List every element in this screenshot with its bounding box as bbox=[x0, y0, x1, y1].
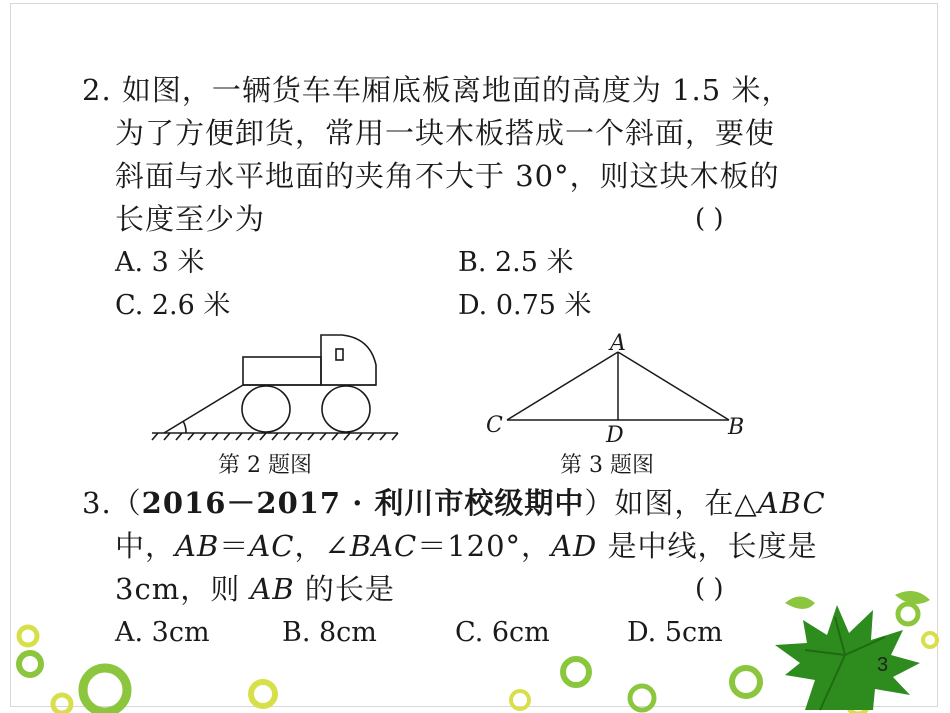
vertex-label-b: B bbox=[728, 415, 745, 440]
q3-source: 2016－2017 · 利川市校级期中 bbox=[141, 486, 585, 520]
q3-option-a: A. 3cm bbox=[115, 617, 210, 648]
q3-math: BAC bbox=[349, 529, 418, 563]
q3-math: AB bbox=[175, 529, 220, 563]
q3-math: AC bbox=[249, 529, 295, 563]
q2-option-b: B. 2.5 米 bbox=[458, 247, 574, 278]
q2-option-c: C. 2.6 米 bbox=[115, 290, 231, 321]
q3-text: ＝120°， bbox=[417, 529, 552, 563]
q3-number: 3.（ bbox=[82, 486, 142, 520]
vertex-label-d: D bbox=[606, 423, 624, 448]
q2-answer-blank: ( ) bbox=[695, 204, 724, 234]
q3-text: 是中线，长度是 bbox=[597, 529, 818, 563]
q2-option-a: A. 3 米 bbox=[115, 247, 205, 278]
q2-line-4: 长度至少为 bbox=[115, 202, 266, 236]
q3-math: AD bbox=[551, 529, 598, 563]
q2-line-2: 为了方便卸货，常用一块木板搭成一个斜面，要使 bbox=[115, 116, 776, 150]
q3-triangle-name: ABC bbox=[757, 486, 826, 520]
figure-2-caption: 第 2 题图 bbox=[218, 453, 312, 478]
q2-line-1: 2. 如图，一辆货车车厢底板离地面的高度为 1.5 米， bbox=[82, 73, 792, 107]
triangle-abc-figure bbox=[505, 350, 735, 425]
truck-ramp-figure bbox=[150, 330, 410, 440]
q3-line-1-text: ）如图，在△ bbox=[584, 486, 758, 520]
q2-option-d: D. 0.75 米 bbox=[458, 290, 592, 321]
q3-answer-blank: ( ) bbox=[695, 574, 724, 604]
figure-3-caption: 第 3 题图 bbox=[560, 453, 654, 478]
q3-text: 中， bbox=[115, 529, 176, 563]
q3-text: ＝ bbox=[219, 529, 250, 563]
vertex-label-a: A bbox=[610, 331, 626, 356]
q2-line-3: 斜面与水平地面的夹角不大于 30°，则这块木板的 bbox=[115, 159, 780, 193]
q3-option-b: B. 8cm bbox=[282, 617, 377, 648]
q3-option-c: C. 6cm bbox=[455, 617, 550, 648]
q3-option-d: D. 5cm bbox=[627, 617, 723, 648]
maple-leaf-icon bbox=[745, 585, 945, 710]
q3-text: 3cm，则 bbox=[115, 572, 251, 606]
q3-math: AB bbox=[250, 572, 295, 606]
q3-line-2 bbox=[115, 528, 817, 564]
q3-text: ，∠ bbox=[294, 529, 350, 563]
page-number: 3 bbox=[877, 654, 889, 676]
vertex-label-c: C bbox=[486, 413, 503, 438]
q3-line-1 bbox=[82, 485, 826, 521]
q3-text: 的长是 bbox=[294, 572, 395, 606]
